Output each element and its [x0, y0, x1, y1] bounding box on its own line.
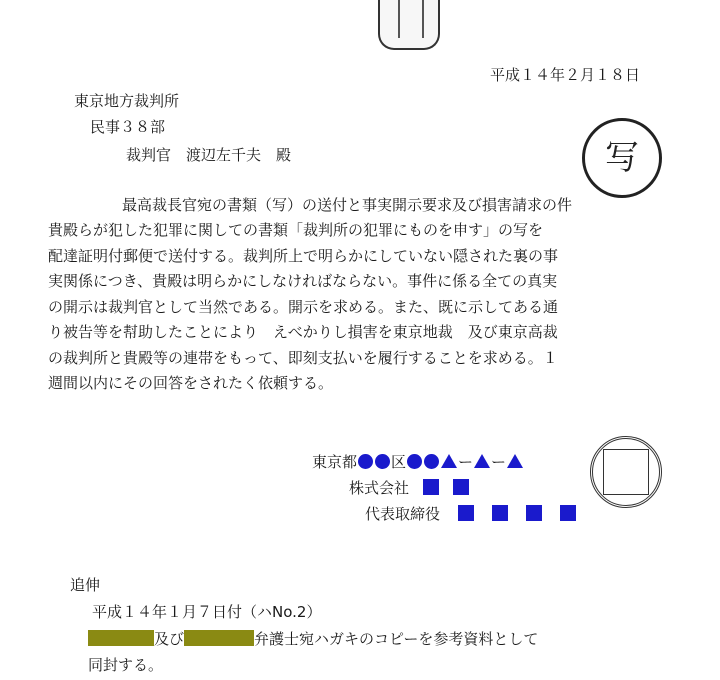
address-prefix: 東京都	[312, 453, 358, 471]
redaction-square	[492, 505, 508, 521]
redaction-dot	[424, 454, 439, 469]
copy-stamp-text: 写	[605, 138, 639, 178]
company-seal-icon	[590, 436, 662, 508]
redaction-square	[526, 505, 542, 521]
letter-date: 平成１４年２月１８日	[490, 66, 641, 84]
redaction-square	[560, 505, 576, 521]
postscript-tail: 弁護士宛ハガキのコピーを参考資料として	[254, 630, 539, 648]
body-line: 貴殿らが犯した犯罪に関しての書類「裁判所の犯罪にものを申す」の写を	[48, 221, 544, 239]
redaction-bar	[184, 630, 254, 646]
redaction-dot	[358, 454, 373, 469]
body-line: 週間以内にその回答をされたく依頼する。	[48, 374, 334, 392]
body-line: 実関係につき、貴殿は明らかにしなければならない。事件に係る全ての真実	[48, 272, 558, 290]
redaction-dot	[375, 454, 390, 469]
sender-address	[312, 451, 524, 473]
postscript-line	[88, 628, 538, 650]
body-line: 配達証明付郵便で送付する。裁判所上で明らかにしていない隠された裏の事	[48, 246, 559, 265]
rep-label: 代表取締役	[365, 505, 441, 523]
letter-body	[48, 218, 688, 397]
company-label: 株式会社	[349, 479, 410, 497]
sender-company	[349, 477, 469, 499]
body-line: の裁判所と貴殿等の連帯をもって、即刻支払いを履行することを求める。１	[48, 348, 558, 367]
redaction-triangle	[441, 454, 457, 468]
redaction-bar	[88, 630, 154, 646]
letter-subject: 最高裁長官宛の書類（写）の送付と事実開示要求及び損害請求の件	[122, 196, 573, 214]
body-line: の開示は裁判官として当然である。開示を求める。また、既に示してある通	[48, 297, 559, 316]
address-ward: 区	[391, 453, 407, 471]
recipient-judge: 裁判官 渡辺左千夫 殿	[126, 146, 292, 164]
sender-representative	[365, 503, 576, 525]
body-line: り被告等を幇助したことにより えべかりし損害を東京地裁 及び東京高裁	[48, 323, 558, 341]
copy-stamp-icon	[582, 118, 662, 198]
redaction-triangle	[474, 454, 490, 468]
postscript-line: 同封する。	[88, 656, 164, 674]
recipient-division: 民事３８部	[90, 118, 166, 136]
redaction-square	[458, 505, 474, 521]
seal-stamp-icon	[378, 0, 440, 50]
recipient-court: 東京地方裁判所	[74, 92, 180, 110]
redaction-triangle	[507, 454, 523, 468]
address-dash: ー	[458, 453, 474, 471]
redaction-dot	[407, 454, 422, 469]
postscript-connector: 及び	[154, 630, 185, 648]
address-dash: ー	[491, 453, 507, 471]
redaction-square	[453, 479, 469, 495]
postscript-reference: 平成１４年１月７日付（ハNo.2）	[92, 603, 322, 621]
redaction-square	[423, 479, 439, 495]
postscript-label: 追伸	[70, 576, 101, 594]
